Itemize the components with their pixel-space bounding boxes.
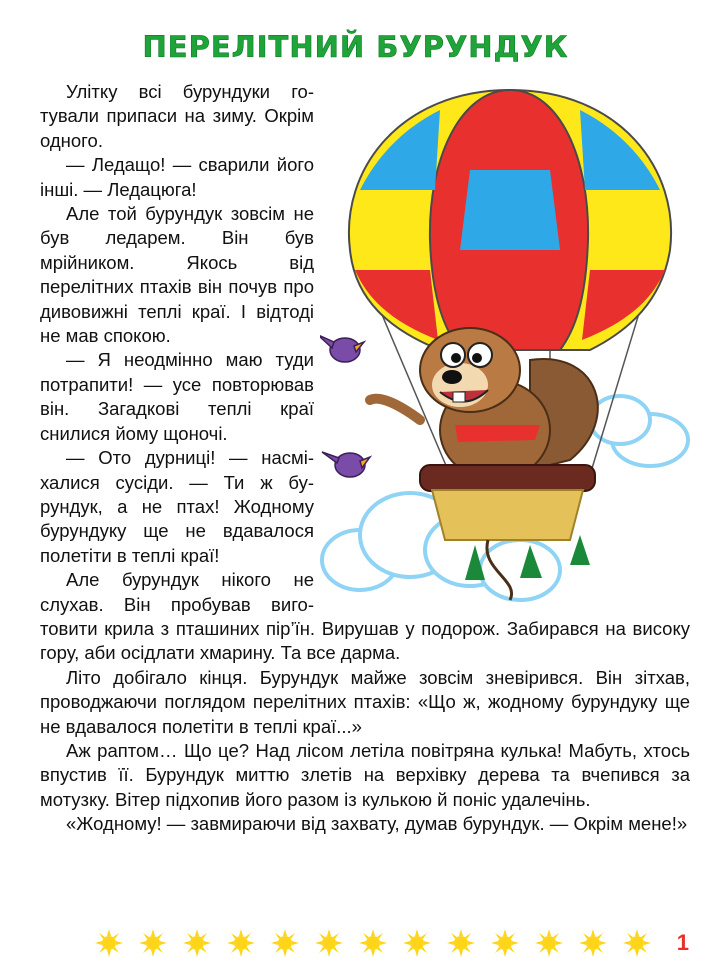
- sun-icon: [94, 928, 124, 958]
- sun-icon: [490, 928, 520, 958]
- story-text: [40, 80, 690, 837]
- chipmunk-balloon-icon: [320, 80, 702, 610]
- sun-icon: [358, 928, 388, 958]
- page-number: 1: [676, 930, 689, 955]
- sun-icon: [270, 928, 300, 958]
- story-paragraph: Літо добігало кінця. Бурундук майже зовсім зневірився. Він зітхав, проводжаючи поглядом перелітних птахів: «Що ж, жодному бурундуку ще не вдавалося полетіти в теплі краї...»: [40, 666, 690, 737]
- sun-icon: [138, 928, 168, 958]
- sun-icon: [534, 928, 564, 958]
- story-paragraph: — Ото дурниці! — насміхалися сусіди. — Ти ж бурундук, а не птах! Жодному бурундуку ще не вдавалося полетіти в теплі краї!: [40, 447, 314, 566]
- bird-icon: [320, 335, 370, 477]
- page-title: ПЕРЕЛІТНИЙ БУРУНДУК: [142, 30, 569, 64]
- sun-icon: [578, 928, 608, 958]
- balloon-illustration: [320, 80, 702, 610]
- balloon-icon: [349, 90, 671, 350]
- page-footer: [0, 922, 711, 962]
- sun-icon: [226, 928, 256, 958]
- sun-icon: [182, 928, 212, 958]
- sun-icon: [402, 928, 432, 958]
- sun-border: [94, 928, 652, 958]
- story-paragraph: Але бурундук нікого не слухав. Він пробував виготовити крила з пташиних пір’їн. Вирушав у подорож. Забирався на високу гору, аби осідлати хмарину. Та все дарма.: [40, 569, 690, 664]
- story-paragraph: — Я неодмінно маю туди потрапити! — усе повторював він. Загадкові теплі краї снилися йому щоночі.: [40, 349, 314, 444]
- story-paragraph: Улітку всі бурундуки готували припаси на зиму. Окрім одного.: [40, 81, 314, 151]
- story-paragraph: Але той бурундук зовсім не був ледарем. Він був мрійником. Якось від перелітних птахів він почув про дивовижні теплі краї. І відтоді не мав спокою.: [40, 203, 314, 347]
- sun-icon: [314, 928, 344, 958]
- story-paragraph: «Жодному! — завмираючи від захвату, думав бурундук. — Окрім мене!»: [66, 813, 688, 835]
- story-paragraph: — Ледащо! — сварили його інші. — Ледацюга!: [40, 154, 314, 200]
- sun-icon: [622, 928, 652, 958]
- sun-icon: [446, 928, 476, 958]
- story-paragraph: Аж раптом… Що це? Над лісом летіла повітряна кулька! Мабуть, хтось впустив її. Бурундук миттю злетів на верхівку дерева та вчепився за мотузку. Вітер підхопив його разом із кулькою й поніс удалечінь.: [40, 739, 690, 810]
